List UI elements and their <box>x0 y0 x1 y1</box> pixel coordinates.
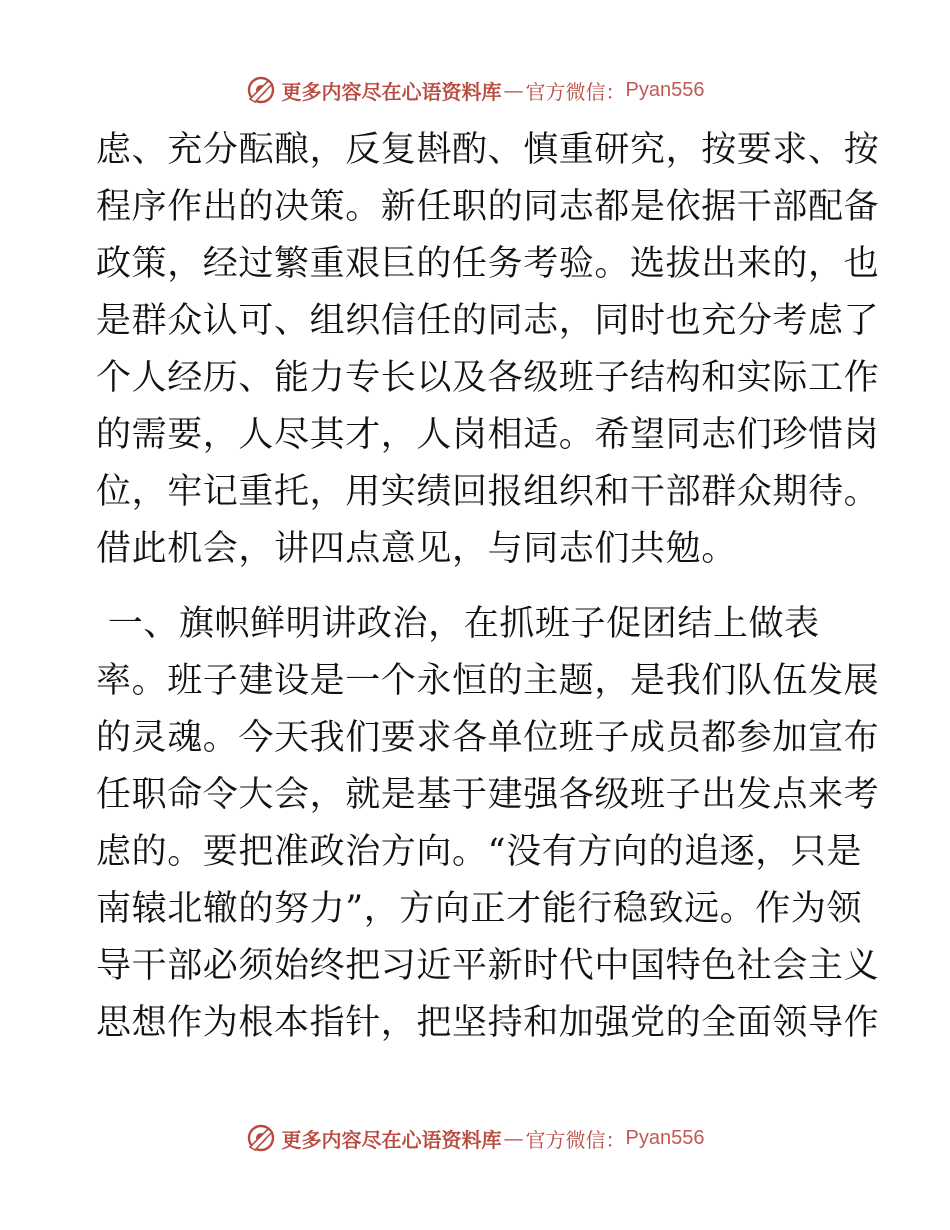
paragraph-1 <box>96 122 880 578</box>
text-line: 程序作出的决策。新任职的同志都是依据干部配备 <box>96 187 880 227</box>
header-dash: — <box>503 78 524 102</box>
text-line: 是群众认可、组织信任的同志，同时也充分考虑了 <box>96 301 880 341</box>
text-line: 的需要，人尽其才，人岗相适。希望同志们珍惜岗 <box>96 415 880 455</box>
brand-logo-icon <box>246 75 276 105</box>
paragraph-gap <box>96 578 866 596</box>
text-line: 任职命令大会，就是基于建强各级班子出发点来考 <box>96 775 880 815</box>
text-line: 南辕北辙的努力”，方向正才能行稳致远。作为领 <box>96 889 863 929</box>
header-wechat-id: Pyan556 <box>625 78 705 101</box>
document-body <box>96 122 880 1052</box>
footer-wechat-label: 官方微信： <box>525 1127 626 1152</box>
brand-logo-icon <box>246 1123 276 1153</box>
text-line: 率。班子建设是一个永恒的主题，是我们队伍发展 <box>96 661 880 701</box>
text-line: 导干部必须始终把习近平新时代中国特色社会主义 <box>96 946 880 986</box>
header-wechat-label: 官方微信： <box>525 79 626 104</box>
footer-dash: — <box>503 1126 524 1150</box>
text-line: 个人经历、能力专长以及各级班子结构和实际工作 <box>96 358 880 398</box>
footer-banner <box>0 1118 950 1158</box>
text-line: 位，牢记重托，用实绩回报组织和干部群众期待。 <box>96 472 880 512</box>
footer-slogan: 更多内容尽在心语资料库 <box>281 1127 502 1152</box>
text-line: 的灵魂。今天我们要求各单位班子成员都参加宣布 <box>96 718 880 758</box>
header-banner <box>0 70 950 110</box>
paragraph-2 <box>96 596 880 1052</box>
section-heading-line: 一、旗帜鲜明讲政治，在抓班子促团结上做表 <box>96 604 820 644</box>
text-line: 思想作为根本指针，把坚持和加强党的全面领导作 <box>96 1003 880 1043</box>
footer-wechat-id: Pyan556 <box>625 1126 705 1149</box>
text-line: 虑的。要把准政治方向。“没有方向的追逐，只是 <box>96 832 863 872</box>
text-line: 虑、充分酝酿，反复斟酌、慎重研究，按要求、按 <box>96 130 880 170</box>
text-line: 借此机会，讲四点意见，与同志们共勉。 <box>96 529 737 569</box>
text-line: 政策，经过繁重艰巨的任务考验。选拔出来的，也 <box>96 244 880 284</box>
header-slogan: 更多内容尽在心语资料库 <box>281 79 502 104</box>
